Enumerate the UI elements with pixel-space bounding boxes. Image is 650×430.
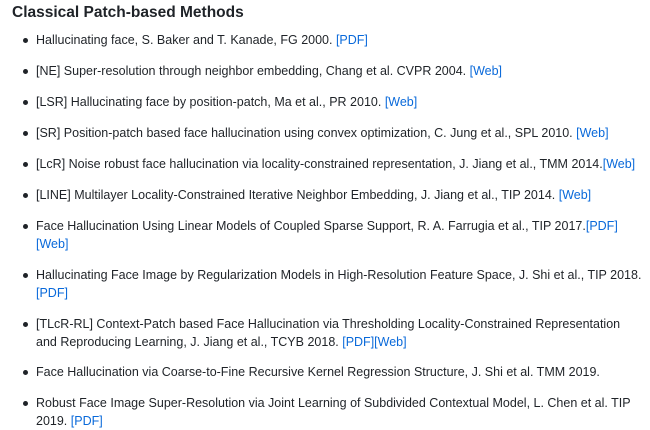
web-link[interactable]: [Web] (384, 95, 418, 109)
pdf-link[interactable]: [PDF] (70, 414, 103, 428)
reference-item (36, 31, 650, 49)
reference-item (36, 124, 650, 142)
reference-text: Face Hallucination Using Linear Models of Coupled Sparse Support, R. A. Farrugia et al., TIP 2017. (36, 219, 586, 233)
reference-item (36, 62, 650, 80)
web-link[interactable]: [Web] (374, 335, 407, 349)
web-link[interactable]: [Web] (576, 126, 609, 140)
reference-item (36, 93, 650, 111)
reference-text: [LcR] Noise robust face hallucination via locality-constrained representation, J. Jiang et al., TMM 2014. (36, 157, 603, 171)
reference-list (12, 31, 650, 430)
reference-item (36, 315, 650, 351)
reference-text: Robust Face Image Super-Resolution via Joint Learning of Subdivided Contextual Model, L. Chen et al. TIP 2019. (36, 396, 631, 428)
reference-item (36, 394, 650, 430)
reference-text: [TLcR-RL] Context-Patch based Face Hallucination via Thresholding Locality-Constrained Representation and Reproducing Learning, J. Jiang et al., TCYB 2018. (36, 317, 621, 349)
reference-text: Face Hallucination via Coarse-to-Fine Recursive Kernel Regression Structure, J. Shi et al. TMM 2019. (36, 365, 600, 379)
section-heading: Classical Patch-based Methods (12, 4, 244, 21)
pdf-link[interactable]: [PDF] (36, 286, 68, 300)
reference-item (36, 363, 650, 381)
reference-item (36, 186, 650, 204)
web-link[interactable]: [Web] (36, 237, 69, 251)
reference-item (36, 266, 650, 302)
reference-text: Hallucinating face, S. Baker and T. Kanade, FG 2000. (36, 33, 336, 47)
reference-text: [LSR] Hallucinating face by position-patch, Ma et al., PR 2010. (36, 95, 385, 109)
reference-item (36, 217, 650, 253)
web-link[interactable]: [Web] (469, 64, 503, 78)
reference-text: Hallucinating Face Image by Regularization Models in High-Resolution Feature Space, J. Shi et al., TIP 2018. (36, 268, 642, 282)
pdf-link[interactable]: [PDF] (585, 219, 618, 233)
reference-text: [SR] Position-patch based face hallucination using convex optimization, C. Jung et al., SPL 2010. (36, 126, 577, 140)
pdf-link[interactable]: [PDF] (342, 335, 375, 349)
pdf-link[interactable]: [PDF] (335, 33, 368, 47)
reference-item (36, 155, 650, 173)
reference-text: [NE] Super-resolution through neighbor embedding, Chang et al. CVPR 2004. (36, 64, 470, 78)
web-link[interactable]: [Web] (558, 188, 592, 202)
web-link[interactable]: [Web] (602, 157, 636, 171)
reference-text: [LINE] Multilayer Locality-Constrained Iterative Neighbor Embedding, J. Jiang et al., TIP 2014. (36, 188, 559, 202)
